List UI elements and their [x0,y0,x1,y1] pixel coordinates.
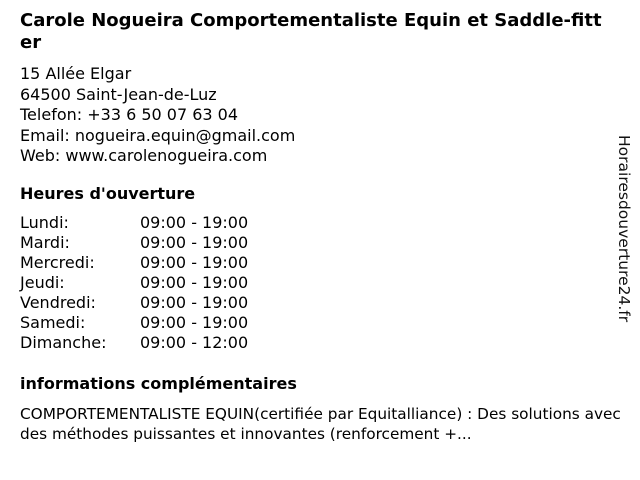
hours-row-friday [20,293,248,313]
hours-row-monday [20,213,248,233]
hours-row-wednesday [20,253,248,273]
day-label: Samedi: [20,313,86,332]
postal-city: 64500 Saint-Jean-de-Luz [20,84,217,104]
business-title: Carole Nogueira Comportementaliste Equin et Saddle-fitter [20,10,602,53]
website: Web: www.carolenogueira.com [20,146,268,165]
hours-row-tuesday [20,233,248,253]
hours-heading: Heures d'ouverture [20,184,196,203]
time-range: 09:00 - 19:00 [140,233,249,252]
site-watermark [612,135,632,345]
day-label: Lundi: [20,213,69,232]
time-range: 09:00 - 19:00 [140,213,249,232]
info-description: COMPORTEMENTALISTE EQUIN(certifiée par Equitalliance) : Des solutions avec des méthodes puissantes et innovantes (renforcement +... [20,405,621,443]
hours-row-sunday [20,333,248,353]
hours-row-saturday [20,313,248,333]
watermark-text: Horairesdouverture24.fr [615,135,633,323]
street-address: 15 Allée Elgar [20,64,132,83]
day-label: Jeudi: [20,273,65,292]
time-range: 09:00 - 12:00 [140,333,249,352]
opening-hours-table [20,213,248,353]
email-address: Email: nogueira.equin@gmail.com [20,125,296,145]
hours-row-thursday [20,273,248,293]
time-range: 09:00 - 19:00 [140,293,249,312]
info-heading: informations complémentaires [20,374,297,393]
address-block [20,64,295,167]
time-range: 09:00 - 19:00 [140,313,249,332]
day-label: Vendredi: [20,293,96,312]
time-range: 09:00 - 19:00 [140,253,249,272]
day-label: Mercredi: [20,253,95,272]
day-label: Dimanche: [20,333,107,352]
time-range: 09:00 - 19:00 [140,273,249,292]
phone-number: Telefon: +33 6 50 07 63 04 [20,105,239,124]
day-label: Mardi: [20,233,70,252]
